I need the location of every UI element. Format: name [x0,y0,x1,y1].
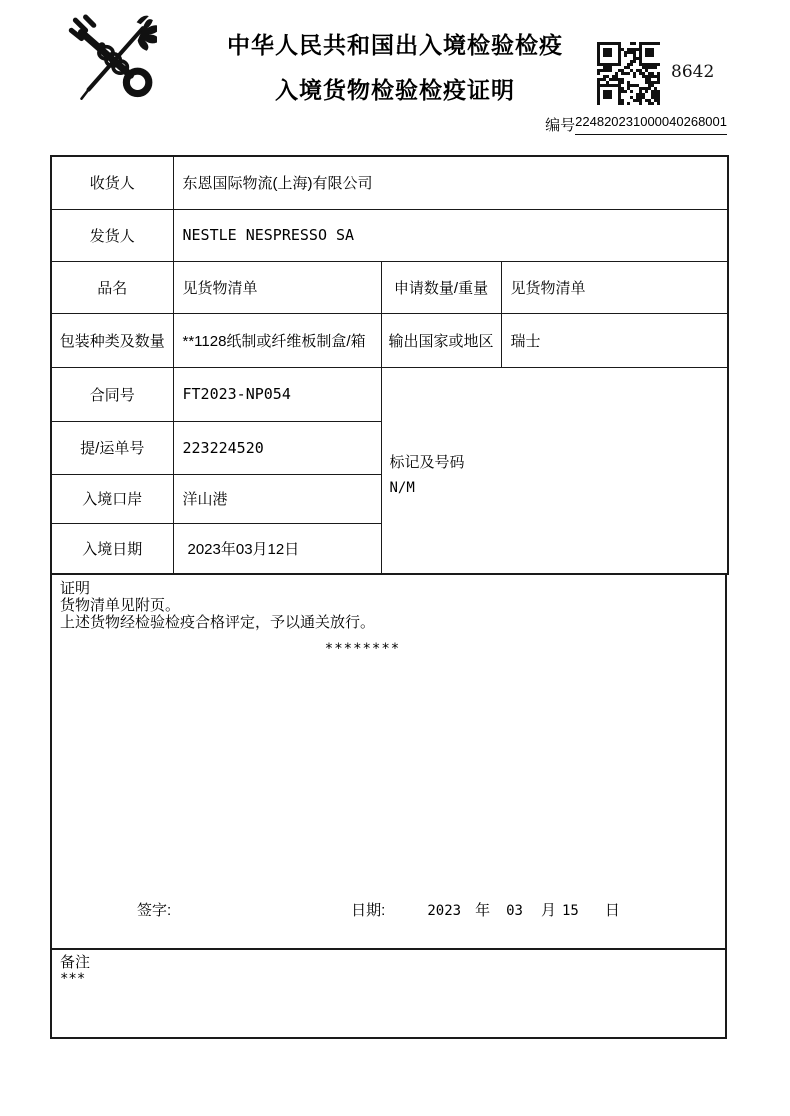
marks-numbers-value: N/M [389,479,415,496]
product-name-label: 品名 [51,261,173,313]
bill-of-lading-value: 223224520 [173,421,381,474]
quantity-weight-value: 见货物清单 [501,261,728,313]
quantity-weight-label: 申请数量/重量 [381,261,501,313]
serial-label: 编号 [545,117,576,134]
table-row-packaging [51,313,728,367]
entry-port-value: 洋山港 [173,474,381,523]
document-title-line2: 入境货物检验检疫证明 [275,77,515,103]
table-row-contract [51,367,728,421]
shipper-value: NESTLE NESPRESSO SA [173,209,728,261]
certificate-asterisks: ******** [324,641,401,657]
bill-of-lading-label: 提/运单号 [51,421,173,474]
date-year-value: 2023 [427,903,462,919]
date-label: 日期: [351,902,386,919]
date-month-value: 03 [506,903,523,919]
shipment-info-table [50,155,729,575]
product-name-value: 见货物清单 [173,261,381,313]
consignee-value: 东恩国际物流(上海)有限公司 [173,156,728,209]
document-header [0,0,790,155]
qr-code-number: 8642 [671,62,715,82]
serial-number-field [545,116,727,135]
certificate-heading: 证明 [60,580,91,597]
table-row-shipper [51,209,728,261]
consignee-label: 收货人 [51,156,173,209]
entry-port-label: 入境口岸 [51,474,173,523]
shipper-label: 发货人 [51,209,173,261]
certificate-line-2: 上述货物经检验检疫合格评定，予以通关放行。 [60,614,376,631]
export-country-label: 输出国家或地区 [381,313,501,367]
document-title-line1: 中华人民共和国出入境检验检疫 [227,32,563,58]
packaging-value: **1128纸制或纤维板制盒/箱 [173,313,381,367]
date-day-value: 15 [561,903,579,919]
marks-numbers-cell [381,367,728,574]
packaging-label: 包装种类及数量 [51,313,173,367]
export-country-value: 瑞士 [501,313,728,367]
serial-value: 224820231000040268001 [575,114,727,129]
signature-label: 签字: [137,902,172,919]
remarks-value: *** [60,971,86,987]
entry-date-value: 2023年03月12日 [173,523,381,574]
contract-no-value: FT2023-NP054 [173,367,381,421]
signature-date-row [52,899,725,920]
year-unit: 年 [475,902,491,919]
contract-no-label: 合同号 [51,367,173,421]
remarks-section [50,950,727,1039]
certificate-section [50,575,727,950]
remarks-label: 备注 [60,954,91,971]
certificate-line-1: 货物清单见附页。 [60,597,181,614]
month-unit: 月 [540,902,556,919]
qr-code [597,42,660,105]
table-row-product [51,261,728,313]
table-row-consignee [51,156,728,209]
marks-numbers-label: 标记及号码 [389,453,465,471]
day-unit: 日 [604,902,620,919]
entry-date-label: 入境日期 [51,523,173,574]
